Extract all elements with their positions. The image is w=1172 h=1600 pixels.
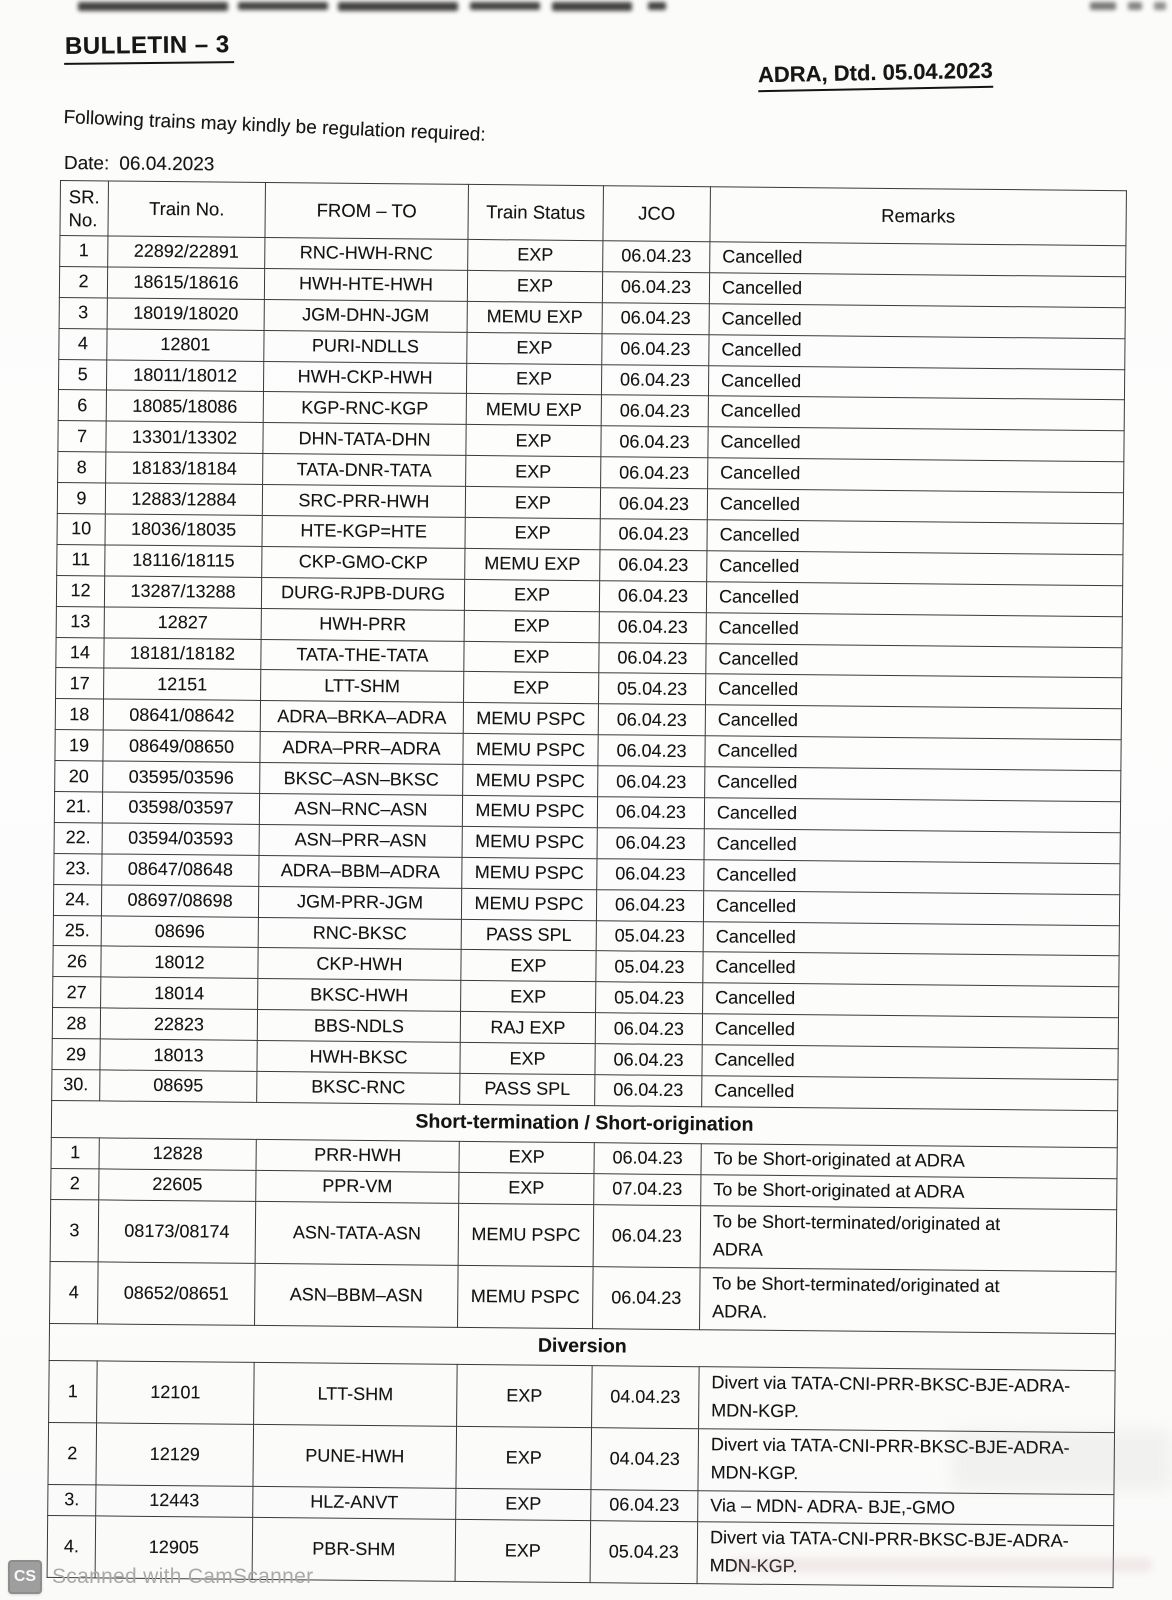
- cell-train-status: MEMU PSPC: [462, 857, 597, 889]
- cell-sr-no: 4: [59, 328, 107, 359]
- cell-from-to: PURI-NDLLS: [264, 330, 467, 363]
- cell-from-to: HWH-CKP-HWH: [263, 361, 466, 394]
- cell-train-status: MEMU PSPC: [458, 1265, 594, 1328]
- cell-sr-no: 1: [49, 1360, 98, 1422]
- cell-from-to: DURG-RJPB-DURG: [261, 577, 464, 610]
- cell-jco: 06.04.23: [600, 519, 707, 551]
- cell-remarks: Cancelled: [708, 427, 1124, 462]
- cell-train-status: RAJ EXP: [460, 1012, 595, 1044]
- cell-remarks: Cancelled: [705, 674, 1121, 709]
- cell-train-status: EXP: [467, 270, 602, 302]
- cell-remarks: Divert via TATA-CNI-PRR-BKSC-BJE-ADRA- MDN-KGP.: [698, 1428, 1115, 1494]
- table-row: [50, 1199, 1117, 1271]
- cell-from-to: BBS-NDLS: [257, 1010, 460, 1043]
- cell-sr-no: 14: [56, 637, 104, 668]
- camscanner-caption: Scanned with CamScanner: [52, 1565, 314, 1588]
- cell-remarks: Cancelled: [709, 304, 1125, 339]
- cell-from-to: BKSC–ASN–BKSC: [260, 763, 463, 796]
- cell-sr-no: 1: [51, 1137, 99, 1168]
- cell-train-no: 18085/18086: [106, 390, 263, 422]
- cell-train-status: EXP: [466, 425, 601, 457]
- cell-sr-no: 28: [52, 1008, 100, 1039]
- cell-from-to: LTT-SHM: [261, 670, 464, 703]
- section-title: Diversion: [49, 1323, 1115, 1370]
- cell-train-no: 12801: [107, 329, 264, 361]
- cell-train-status: EXP: [457, 1364, 593, 1427]
- cell-jco: 07.04.23: [594, 1173, 701, 1205]
- cell-sr-no: 6: [58, 390, 106, 421]
- cell-sr-no: 5: [58, 359, 106, 390]
- cell-from-to: RNC-HWH-RNC: [265, 237, 468, 270]
- cell-train-status: MEMU PSPC: [462, 795, 597, 827]
- cell-sr-no: 2: [48, 1422, 97, 1484]
- cell-train-no: 18183/18184: [106, 452, 263, 484]
- cell-train-no: 12883/12884: [105, 483, 262, 515]
- cell-jco: 06.04.23: [599, 642, 706, 674]
- cell-train-no: 08695: [100, 1070, 257, 1102]
- cell-jco: 06.04.23: [600, 550, 707, 582]
- cell-jco: 06.04.23: [595, 1044, 702, 1076]
- cell-train-status: PASS SPL: [460, 1073, 595, 1105]
- cell-train-no: 08173/08174: [98, 1200, 256, 1264]
- cell-jco: 06.04.23: [597, 797, 704, 829]
- cell-train-status: MEMU PSPC: [462, 826, 597, 858]
- cell-jco: 06.04.23: [593, 1204, 701, 1267]
- cell-from-to: DHN-TATA-DHN: [263, 423, 466, 456]
- cell-remarks: Cancelled: [704, 798, 1120, 833]
- cell-from-to: CKP-GMO-CKP: [262, 546, 465, 579]
- cell-jco: 06.04.23: [593, 1266, 701, 1329]
- cell-remarks: Cancelled: [707, 520, 1123, 555]
- cell-from-to: TATA-THE-TATA: [261, 639, 464, 672]
- cell-jco: 06.04.23: [598, 766, 705, 798]
- cell-jco: 04.04.23: [591, 1427, 699, 1490]
- cell-jco: 06.04.23: [597, 858, 704, 890]
- cell-train-no: 12443: [96, 1485, 253, 1517]
- cell-train-no: 12828: [99, 1138, 256, 1170]
- cell-train-status: EXP: [468, 239, 603, 271]
- cell-remarks: Cancelled: [709, 334, 1125, 369]
- cell-sr-no: 7: [58, 421, 106, 452]
- cell-from-to: CKP-HWH: [258, 948, 461, 981]
- cell-train-no: 12905: [95, 1516, 253, 1580]
- cell-remarks: Cancelled: [702, 1014, 1118, 1049]
- cell-jco: 05.04.23: [598, 673, 705, 705]
- cell-from-to: PRR-HWH: [256, 1139, 459, 1172]
- cell-remarks: Cancelled: [703, 890, 1119, 925]
- cell-sr-no: 3: [50, 1199, 99, 1261]
- cell-sr-no: 12: [56, 575, 104, 606]
- col-header-sr-no: SR. No.: [60, 181, 109, 236]
- cell-remarks: Cancelled: [706, 582, 1122, 617]
- cell-train-status: EXP: [466, 456, 601, 488]
- cell-sr-no: 10: [57, 514, 105, 545]
- cell-train-status: EXP: [459, 1172, 594, 1204]
- cell-train-no: 18036/18035: [105, 514, 262, 546]
- col-header-jco: JCO: [603, 186, 711, 242]
- camscanner-logo-icon: CS: [8, 1560, 42, 1594]
- cell-from-to: LTT-SHM: [254, 1362, 458, 1426]
- cell-train-no: 18181/18182: [104, 638, 261, 670]
- cell-remarks: Cancelled: [703, 921, 1119, 956]
- table-header-row: [60, 181, 1126, 246]
- cell-remarks: Cancelled: [710, 242, 1126, 277]
- cell-remarks: Cancelled: [708, 396, 1124, 431]
- cell-remarks: Cancelled: [705, 736, 1121, 771]
- cell-train-no: 18615/18616: [107, 267, 264, 299]
- cell-sr-no: 25.: [53, 915, 101, 946]
- col-header-from-to: FROM – TO: [265, 182, 469, 239]
- cell-train-status: EXP: [464, 610, 599, 642]
- cell-sr-no: 3.: [48, 1484, 96, 1515]
- cell-jco: 04.04.23: [592, 1365, 700, 1428]
- cell-jco: 06.04.23: [603, 241, 710, 273]
- cell-remarks: To be Short-originated at ADRA: [701, 1175, 1117, 1210]
- cell-train-status: EXP: [455, 1519, 591, 1582]
- cell-remarks: Cancelled: [702, 1045, 1118, 1080]
- cell-remarks: Cancelled: [704, 860, 1120, 895]
- cell-sr-no: 8: [58, 452, 106, 483]
- cell-train-no: 22823: [100, 1008, 257, 1040]
- cell-from-to: RNC-BKSC: [258, 917, 461, 950]
- cell-train-status: EXP: [464, 672, 599, 704]
- cell-sr-no: 2: [59, 266, 107, 297]
- cell-from-to: JGM-DHN-JGM: [264, 299, 467, 332]
- cell-sr-no: 4.: [47, 1515, 96, 1577]
- cell-from-to: PPR-VM: [256, 1170, 459, 1203]
- cell-from-to: HWH-HTE-HWH: [264, 268, 467, 301]
- cell-train-status: EXP: [460, 1043, 595, 1075]
- cell-train-status: MEMU PSPC: [463, 703, 598, 735]
- cell-jco: 06.04.23: [599, 611, 706, 643]
- cell-train-no: 03594/03593: [102, 823, 259, 855]
- cell-train-no: 18012: [101, 946, 258, 978]
- cell-from-to: SRC-PRR-HWH: [262, 485, 465, 518]
- cell-train-no: 08697/08698: [101, 885, 258, 917]
- cell-remarks: Divert via TATA-CNI-PRR-BKSC-BJE-ADRA- MDN-KGP.: [697, 1521, 1114, 1587]
- cell-remarks: Cancelled: [708, 458, 1124, 493]
- camscanner-footer: [8, 1560, 313, 1594]
- cell-from-to: ASN-TATA-ASN: [255, 1201, 459, 1265]
- cell-sr-no: 9: [57, 483, 105, 514]
- cell-jco: 06.04.23: [601, 364, 708, 396]
- cell-from-to: JGM-PRR-JGM: [258, 886, 461, 919]
- cell-jco: 05.04.23: [590, 1520, 698, 1583]
- cell-from-to: ASN–RNC–ASN: [259, 793, 462, 826]
- cell-remarks: Cancelled: [703, 983, 1119, 1018]
- cell-train-status: MEMU EXP: [467, 301, 602, 333]
- cell-sr-no: 27: [53, 977, 101, 1008]
- cell-remarks: Cancelled: [708, 365, 1124, 400]
- cell-train-status: EXP: [461, 950, 596, 982]
- cell-train-status: MEMU PSPC: [463, 765, 598, 797]
- cell-from-to: KGP-RNC-KGP: [263, 392, 466, 425]
- cell-remarks: Cancelled: [705, 705, 1121, 740]
- cell-jco: 06.04.23: [600, 488, 707, 520]
- cell-train-no: 13287/13288: [104, 576, 261, 608]
- intro-text: Following trains may kindly be regulation required:: [63, 107, 487, 146]
- cell-train-no: 08647/08648: [102, 854, 259, 886]
- cell-sr-no: 21.: [54, 792, 102, 823]
- cell-remarks: To be Short-originated at ADRA: [701, 1144, 1117, 1179]
- bulletin-title: BULLETIN – 3: [64, 31, 234, 65]
- cell-from-to: HLZ-ANVT: [253, 1486, 456, 1519]
- cell-train-no: 03595/03596: [103, 761, 260, 793]
- cell-jco: 06.04.23: [602, 333, 709, 365]
- cell-jco: 05.04.23: [596, 982, 703, 1014]
- cell-sr-no: 4: [50, 1261, 99, 1323]
- cell-sr-no: 17: [56, 668, 104, 699]
- cell-remarks: Cancelled: [707, 551, 1123, 586]
- cell-train-no: 22605: [99, 1169, 256, 1201]
- cell-sr-no: 18: [55, 699, 103, 730]
- cell-jco: 06.04.23: [598, 735, 705, 767]
- cell-remarks: Cancelled: [702, 1076, 1118, 1111]
- station-dateline: ADRA, Dtd. 05.04.2023: [758, 58, 993, 93]
- section-title: Short-termination / Short-origination: [51, 1100, 1117, 1147]
- cell-train-no: 12101: [97, 1361, 255, 1425]
- col-header-train-status: Train Status: [468, 184, 604, 240]
- cell-sr-no: 3: [59, 297, 107, 328]
- scan-shadow-artifact: [952, 1430, 1172, 1490]
- cell-jco: 06.04.23: [594, 1143, 701, 1175]
- cell-train-no: 03598/03597: [102, 792, 259, 824]
- cell-train-no: 18014: [101, 977, 258, 1009]
- cell-from-to: ASN–PRR–ASN: [259, 824, 462, 857]
- cell-train-no: 18011/18012: [106, 360, 263, 392]
- cell-sr-no: 19: [55, 730, 103, 761]
- cell-jco: 06.04.23: [599, 580, 706, 612]
- cell-jco: 06.04.23: [601, 426, 708, 458]
- cell-train-no: 22892/22891: [108, 236, 265, 268]
- cell-train-no: 18013: [100, 1039, 257, 1071]
- cell-from-to: PBR-SHM: [252, 1517, 456, 1581]
- cell-train-status: EXP: [464, 641, 599, 673]
- cell-sr-no: 13: [56, 606, 104, 637]
- cell-train-status: MEMU EXP: [466, 394, 601, 426]
- cell-train-no: 18116/18115: [105, 545, 262, 577]
- cell-jco: 06.04.23: [596, 889, 703, 921]
- scan-smudge-artifact: [732, 1558, 1152, 1572]
- cell-sr-no: 1: [60, 236, 108, 267]
- cell-sr-no: 26: [53, 946, 101, 977]
- cell-sr-no: 29: [52, 1039, 100, 1070]
- cell-from-to: BKSC-RNC: [257, 1071, 460, 1104]
- cell-train-status: MEMU EXP: [465, 548, 600, 580]
- cell-jco: 05.04.23: [596, 951, 703, 983]
- cell-from-to: ADRA–BBM–ADRA: [259, 855, 462, 888]
- cell-train-status: EXP: [466, 363, 601, 395]
- cell-train-status: EXP: [464, 579, 599, 611]
- date-label: Date:: [63, 153, 110, 175]
- table-row: [49, 1360, 1116, 1432]
- cell-remarks: Via – MDN- ADRA- BJE,-GMO: [698, 1490, 1114, 1525]
- cell-jco: 06.04.23: [602, 302, 709, 334]
- cell-train-no: 08696: [101, 916, 258, 948]
- cell-sr-no: 23.: [54, 853, 102, 884]
- cell-train-status: PASS SPL: [461, 919, 596, 951]
- cell-from-to: PUNE-HWH: [253, 1424, 457, 1488]
- cell-train-no: 12129: [96, 1423, 254, 1487]
- cell-train-status: EXP: [465, 517, 600, 549]
- col-header-remarks: Remarks: [710, 187, 1127, 246]
- cell-from-to: ASN–BBM–ASN: [255, 1263, 459, 1327]
- cell-jco: 06.04.23: [602, 272, 709, 304]
- cell-sr-no: 30.: [52, 1070, 100, 1101]
- cell-jco: 06.04.23: [601, 457, 708, 489]
- cell-remarks: Cancelled: [709, 273, 1125, 308]
- cell-train-status: EXP: [459, 1141, 594, 1173]
- cell-remarks: Cancelled: [706, 612, 1122, 647]
- cell-train-status: EXP: [465, 487, 600, 519]
- cell-train-status: MEMU PSPC: [458, 1203, 594, 1266]
- date-line: [64, 153, 215, 176]
- cell-train-status: MEMU PSPC: [463, 734, 598, 766]
- cell-remarks: Cancelled: [706, 643, 1122, 678]
- cell-train-status: EXP: [461, 981, 596, 1013]
- cell-jco: 06.04.23: [595, 1075, 702, 1107]
- cell-sr-no: 11: [57, 544, 105, 575]
- cell-from-to: HWH-BKSC: [257, 1041, 460, 1074]
- cell-remarks: Cancelled: [704, 829, 1120, 864]
- cell-remarks: Cancelled: [705, 767, 1121, 802]
- cell-from-to: BKSC-HWH: [258, 979, 461, 1012]
- cell-train-no: 08652/08651: [98, 1262, 256, 1326]
- cell-sr-no: 22.: [54, 822, 102, 853]
- cell-remarks: To be Short-terminated/originated at ADRA.: [699, 1267, 1116, 1333]
- cell-sr-no: 24.: [53, 884, 101, 915]
- cell-train-no: 08641/08642: [103, 699, 260, 731]
- cell-jco: 06.04.23: [591, 1489, 698, 1521]
- cell-jco: 06.04.23: [595, 1013, 702, 1045]
- cell-sr-no: 20: [55, 761, 103, 792]
- cell-jco: 06.04.23: [598, 704, 705, 736]
- cell-train-status: MEMU PSPC: [461, 888, 596, 920]
- cell-train-status: EXP: [467, 332, 602, 364]
- cell-train-no: 08649/08650: [103, 730, 260, 762]
- train-regulation-table: [47, 180, 1127, 1588]
- cell-from-to: ADRA–PRR–ADRA: [260, 732, 463, 765]
- cell-from-to: HTE-KGP=HTE: [262, 515, 465, 548]
- cell-remarks: Divert via TATA-CNI-PRR-BKSC-BJE-ADRA- MDN-KGP.: [699, 1366, 1116, 1432]
- cell-remarks: Cancelled: [707, 489, 1123, 524]
- cell-remarks: To be Short-terminated/originated at ADRA: [700, 1205, 1117, 1271]
- cell-train-no: 13301/13302: [106, 421, 263, 453]
- cell-train-status: EXP: [456, 1488, 591, 1520]
- cell-jco: 06.04.23: [597, 828, 704, 860]
- cell-train-no: 12151: [104, 668, 261, 700]
- cell-jco: 05.04.23: [596, 920, 703, 952]
- cell-sr-no: 2: [51, 1168, 99, 1199]
- cell-from-to: TATA-DNR-TATA: [263, 454, 466, 487]
- cell-from-to: HWH-PRR: [261, 608, 464, 641]
- date-value: 06.04.2023: [119, 153, 215, 176]
- table-body: [47, 236, 1126, 1588]
- cell-jco: 06.04.23: [601, 395, 708, 427]
- cell-remarks: Cancelled: [703, 952, 1119, 987]
- table-row: [50, 1261, 1117, 1333]
- cell-train-no: 12827: [104, 607, 261, 639]
- col-header-train-no: Train No.: [108, 181, 266, 238]
- cell-from-to: ADRA–BRKA–ADRA: [260, 701, 463, 734]
- cell-train-no: 18019/18020: [107, 298, 264, 330]
- cell-train-status: EXP: [456, 1426, 592, 1489]
